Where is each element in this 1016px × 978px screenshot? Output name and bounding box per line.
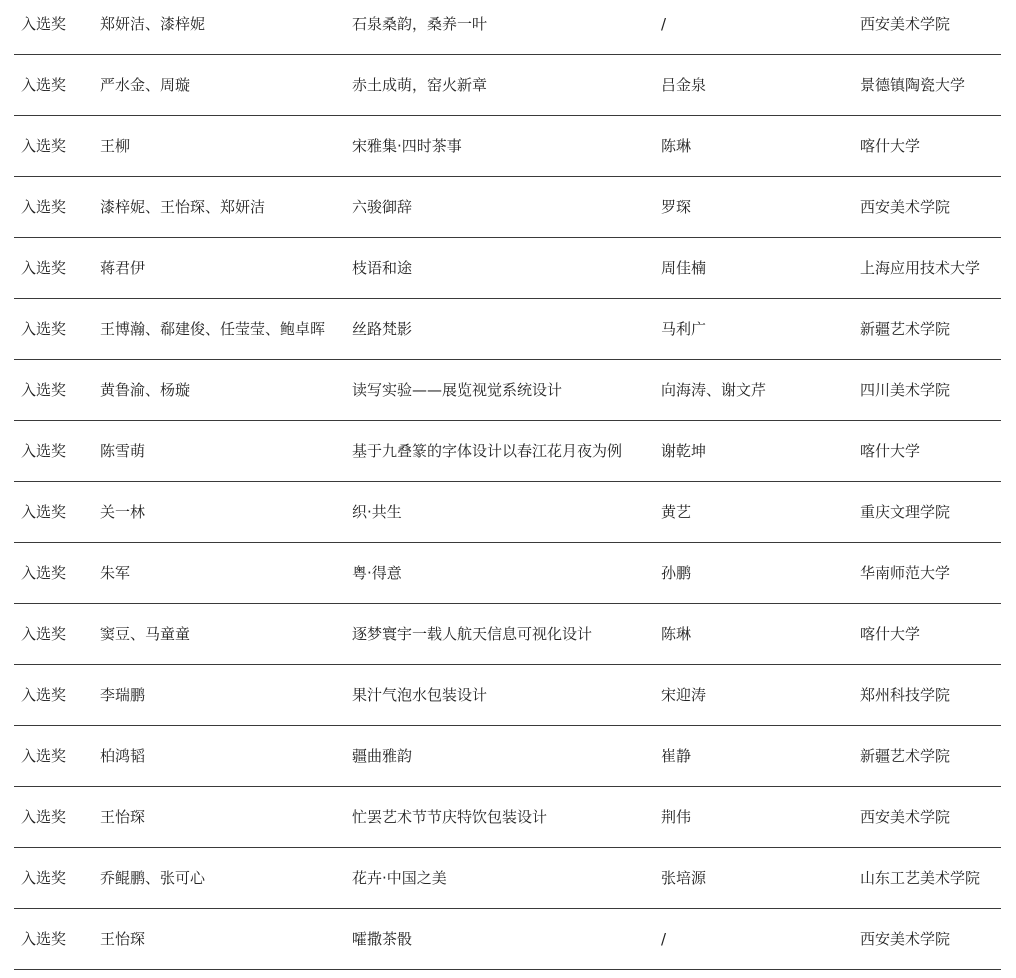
authors-cell: 郑妍洁、漆梓妮 <box>100 15 206 33</box>
work-title-cell: 疆曲雅韵 <box>352 747 413 765</box>
table-row <box>14 665 1001 726</box>
table-row <box>14 787 1001 848</box>
work-title-cell: 宋雅集·四时茶事 <box>352 137 462 155</box>
work-title-cell: 石泉桑韵，桑养一叶 <box>352 15 488 33</box>
award-cell: 入选奖 <box>21 198 67 216</box>
award-cell: 入选奖 <box>21 259 67 277</box>
school-cell: 新疆艺术学院 <box>860 320 951 338</box>
work-title-cell: 枝语和途 <box>352 259 413 277</box>
work-title-cell: 忙罢艺术节节庆特饮包装设计 <box>352 808 548 826</box>
award-cell: 入选奖 <box>21 503 67 521</box>
award-cell: 入选奖 <box>21 686 67 704</box>
school-cell: 重庆文理学院 <box>860 503 951 521</box>
advisor-cell: 荆伟 <box>661 808 692 826</box>
school-cell: 喀什大学 <box>860 137 921 155</box>
school-cell: 景德镇陶瓷大学 <box>860 76 966 94</box>
authors-cell: 柏鸿韬 <box>100 747 146 765</box>
advisor-cell: 陈琳 <box>661 137 692 155</box>
advisor-cell: 张培源 <box>661 869 707 887</box>
award-cell: 入选奖 <box>21 137 67 155</box>
authors-cell: 蒋君伊 <box>100 259 146 277</box>
table-row <box>14 482 1001 543</box>
work-title-cell: 六骏御辞 <box>352 198 413 216</box>
table-row <box>14 299 1001 360</box>
school-cell: 西安美术学院 <box>860 15 951 33</box>
school-cell: 山东工艺美术学院 <box>860 869 981 887</box>
award-cell: 入选奖 <box>21 442 67 460</box>
table-row <box>14 543 1001 604</box>
work-title-cell: 花卉·中国之美 <box>352 869 447 887</box>
work-title-cell: 基于九叠篆的字体设计以春江花月夜为例 <box>352 442 623 460</box>
table-row <box>14 116 1001 177</box>
authors-cell: 陈雪萌 <box>100 442 146 460</box>
table-row <box>14 360 1001 421</box>
authors-cell: 关一林 <box>100 503 146 521</box>
school-cell: 喀什大学 <box>860 442 921 460</box>
work-title-cell: 读写实验——展览视觉系统设计 <box>352 381 563 399</box>
authors-cell: 王博瀚、郗建俊、任莹莹、鲍卓晖 <box>100 320 326 338</box>
authors-cell: 漆梓妮、王怡琛、郑妍洁 <box>100 198 266 216</box>
advisor-cell: 宋迎涛 <box>661 686 707 704</box>
school-cell: 新疆艺术学院 <box>860 747 951 765</box>
advisor-cell: 周佳楠 <box>661 259 707 277</box>
award-cell: 入选奖 <box>21 15 67 33</box>
advisor-cell: 罗琛 <box>661 198 692 216</box>
authors-cell: 朱军 <box>100 564 131 582</box>
table-row <box>14 848 1001 909</box>
school-cell: 西安美术学院 <box>860 198 951 216</box>
authors-cell: 王怡琛 <box>100 808 146 826</box>
authors-cell: 黄鲁渝、杨璇 <box>100 381 191 399</box>
table-row <box>14 604 1001 665</box>
school-cell: 郑州科技学院 <box>860 686 951 704</box>
award-cell: 入选奖 <box>21 747 67 765</box>
school-cell: 喀什大学 <box>860 625 921 643</box>
school-cell: 西安美术学院 <box>860 930 951 948</box>
table-row <box>14 177 1001 238</box>
advisor-cell: 崔静 <box>661 747 692 765</box>
authors-cell: 窦豆、马童童 <box>100 625 191 643</box>
award-cell: 入选奖 <box>21 564 67 582</box>
award-cell: 入选奖 <box>21 930 67 948</box>
work-title-cell: 嚯撒茶骰 <box>352 930 413 948</box>
table-row <box>14 0 1001 55</box>
school-cell: 西安美术学院 <box>860 808 951 826</box>
work-title-cell: 织·共生 <box>352 503 402 521</box>
advisor-cell: / <box>661 15 667 33</box>
advisor-cell: 马利广 <box>661 320 707 338</box>
award-cell: 入选奖 <box>21 625 67 643</box>
award-cell: 入选奖 <box>21 320 67 338</box>
advisor-cell: 陈琳 <box>661 625 692 643</box>
award-cell: 入选奖 <box>21 381 67 399</box>
work-title-cell: 粤·得意 <box>352 564 402 582</box>
award-cell: 入选奖 <box>21 869 67 887</box>
work-title-cell: 丝路梵影 <box>352 320 413 338</box>
advisor-cell: 吕金泉 <box>661 76 707 94</box>
work-title-cell: 赤土成萌，窑火新章 <box>352 76 488 94</box>
advisor-cell: / <box>661 930 667 948</box>
work-title-cell: 果汁气泡水包装设计 <box>352 686 488 704</box>
table-row <box>14 238 1001 299</box>
award-cell: 入选奖 <box>21 808 67 826</box>
authors-cell: 严水金、周璇 <box>100 76 191 94</box>
school-cell: 华南师范大学 <box>860 564 951 582</box>
table-row <box>14 421 1001 482</box>
table-row <box>14 55 1001 116</box>
authors-cell: 李瑞鹏 <box>100 686 146 704</box>
advisor-cell: 向海涛、谢文芹 <box>661 381 767 399</box>
awards-table <box>14 0 1001 970</box>
school-cell: 上海应用技术大学 <box>860 259 981 277</box>
advisor-cell: 谢乾坤 <box>661 442 707 460</box>
authors-cell: 王柳 <box>100 137 131 155</box>
work-title-cell: 逐梦寰宇一载人航天信息可视化设计 <box>352 625 593 643</box>
table-row <box>14 909 1001 970</box>
school-cell: 四川美术学院 <box>860 381 951 399</box>
advisor-cell: 黄艺 <box>661 503 692 521</box>
table-row <box>14 726 1001 787</box>
advisor-cell: 孙鹏 <box>661 564 692 582</box>
award-cell: 入选奖 <box>21 76 67 94</box>
authors-cell: 王怡琛 <box>100 930 146 948</box>
authors-cell: 乔鲲鹏、张可心 <box>100 869 206 887</box>
